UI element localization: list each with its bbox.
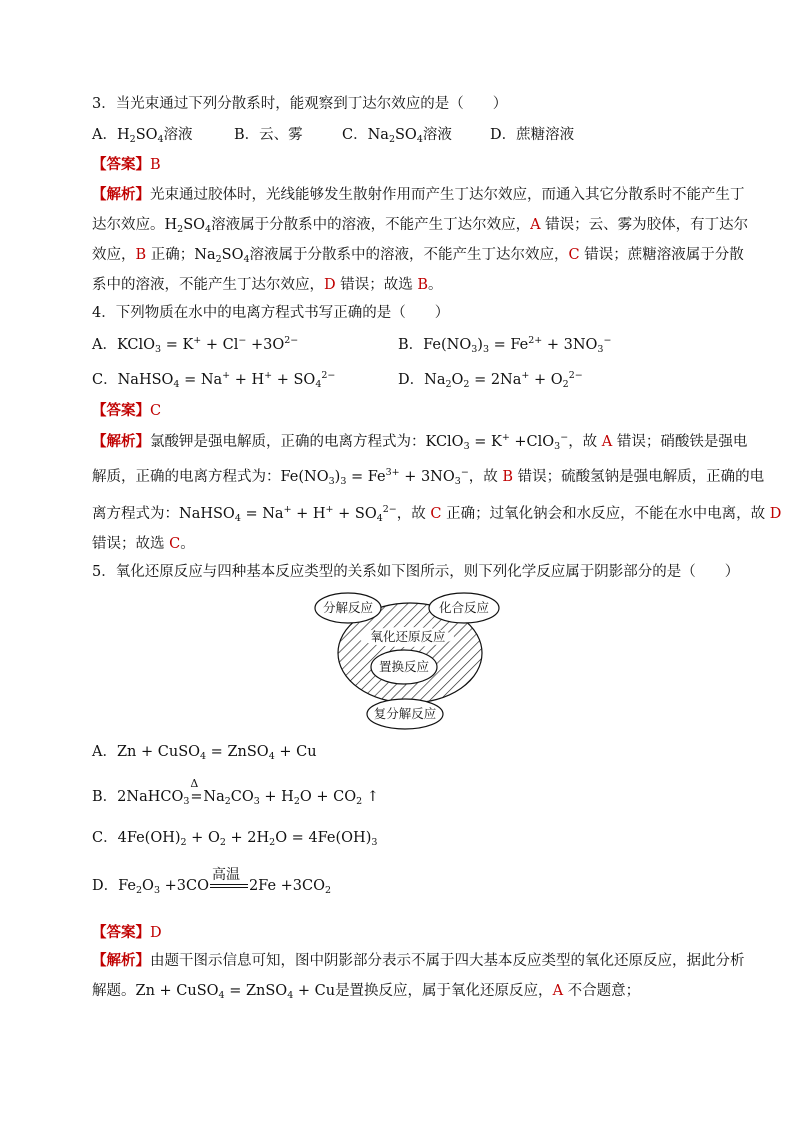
option-ref: B — [135, 247, 147, 263]
q5-option-a-label: A． — [92, 744, 117, 760]
option-ref: A — [601, 434, 613, 450]
analysis-text: 溶液属于分散系中的溶液，不能产生丁达尔效应， — [211, 217, 531, 233]
analysis-text: 系中的溶液，不能产生丁达尔效应， — [92, 277, 324, 293]
q5-answer — [92, 922, 162, 944]
answer-tag: 【答案】 — [92, 924, 150, 941]
redox-label: 氧化还原反应 — [370, 629, 446, 644]
q3-option-c: C．$Na_2SO_4$溶液 — [342, 127, 452, 145]
q4-option-a: A．KClO$_3$ = $K^+ + Cl^- +3O^{2-}$ — [92, 335, 299, 355]
q3-option-a: A．$H_2SO_4$溶液 — [92, 127, 193, 145]
analysis-text: 解质，正确的电离方程式为： — [92, 469, 281, 485]
answer-tag: 【答案】 — [92, 402, 150, 419]
q4-answer — [92, 400, 161, 422]
q3-option-c-text: 溶液 — [422, 127, 452, 143]
analysis-text: 由题干图示信息可知，图中阴影部分表示不属于四大基本反应类型的氧化还原反应，据此分析 — [150, 953, 745, 969]
q5-option-c: C．$4Fe(OH)_2 + O_2 + 2H_2O = 4Fe(OH)_3$ — [92, 830, 378, 848]
q3-option-a-label: A． — [92, 127, 117, 143]
analysis-text: 正确；过氧化钠会和水反应，不能在水中电离，故 — [441, 506, 770, 522]
q4-option-c: C．NaHSO$_4$ = $Na^+ + H^+ + SO_4^{2-}$ — [92, 370, 336, 390]
analysis-text: 解题。 — [92, 983, 136, 999]
q5-option-d-label: D． — [92, 878, 119, 894]
q5-stem: 5．氧化还原反应与四种基本反应类型的关系如下图所示，则下列化学反应属于阴影部分的是（ ） — [92, 564, 740, 580]
option-ref: A — [552, 983, 564, 999]
q5-option-c-label: C． — [92, 830, 118, 846]
q4-option-d-label: D． — [398, 372, 425, 388]
analysis-text: 错误；硝酸铁是强电 — [612, 434, 748, 450]
displacement-label: 置换反应 — [378, 659, 430, 674]
q5-analysis-line1 — [92, 950, 745, 972]
q3-analysis-line2: 达尔效应。$H_2SO_4$溶液属于分散系中的溶液，不能产生丁达尔效应，A 错误；云、雾为胶体，有丁达尔 — [92, 217, 749, 235]
q3-stem: 3．当光束通过下列分散系时，能观察到丁达尔效应的是（ ） — [92, 96, 508, 112]
analysis-tag: 【解析】 — [92, 186, 150, 203]
option-ref: D — [324, 277, 336, 293]
option-ref: D — [769, 506, 782, 522]
redox-venn-diagram — [310, 592, 510, 730]
analysis-text: 效应， — [92, 247, 136, 263]
q4-analysis-line3: 离方程式为：NaHSO$_4$ = $Na^+ + H^+ + SO_4^{2-}$，故 C 正确；过氧化钠会和水反应，不能在水中电离，故 D — [92, 504, 782, 524]
analysis-text: 错误；故选 — [92, 536, 170, 552]
high-temp-condition: 高温 — [211, 867, 240, 883]
option-ref: B — [502, 469, 514, 485]
q3-option-a-text: 溶液 — [163, 127, 193, 143]
q4-stem: 4．下列物质在水中的电离方程式书写正确的是（ ） — [92, 305, 450, 321]
heat-condition: Δ — [190, 777, 199, 790]
analysis-text: ，故 — [396, 506, 431, 522]
analysis-text: 错误；故选 — [335, 277, 418, 293]
analysis-text: 光束通过胶体时，光线能够发生散射作用而产生丁达尔效应，而通入其它分散系时不能产生丁 — [150, 187, 745, 203]
q3-option-c-label: C． — [342, 127, 368, 143]
option-ref: C — [568, 247, 580, 263]
analysis-text: 错误；硫酸氢钠是强电解质，正确的电 — [513, 469, 765, 485]
analysis-text: 氯酸钾是强电解质，正确的电离方程式为： — [150, 434, 426, 450]
q5-option-b: B．2NaHCO$_3$ Δ $=Na_2CO_3 + H_2O + CO_2$ ↑ — [92, 786, 379, 808]
q5-option-a: A．Zn + CuSO$_4$ = ZnSO$_4$ + Cu — [92, 744, 317, 762]
answer-value: C — [150, 403, 162, 419]
analysis-text: 离方程式为： — [92, 506, 179, 522]
combination-label: 化合反应 — [438, 600, 490, 615]
q3-answer — [92, 154, 161, 176]
option-ref: A — [530, 217, 541, 233]
decomposition-label: 分解反应 — [322, 600, 374, 615]
analysis-text: 。 — [180, 536, 195, 552]
q4-analysis-line4 — [92, 533, 195, 555]
analysis-text: 不合题意； — [563, 983, 641, 999]
q4-option-c-label: C． — [92, 372, 118, 388]
q3-option-b: B．云、雾 — [234, 127, 303, 143]
option-ref: B — [417, 277, 429, 293]
q4-option-a-label: A． — [92, 337, 117, 353]
q3-option-d: D．蔗糖溶液 — [490, 127, 575, 143]
q5-option-b-label: B． — [92, 789, 118, 805]
q4-option-b: B．$Fe(NO_3)_3 = Fe^{2+} + 3NO_3^-$ — [398, 335, 612, 355]
analysis-tag: 【解析】 — [92, 433, 150, 450]
analysis-text: 达尔效应。 — [92, 217, 165, 233]
q3-analysis-line3: 效应，B 正确；$Na_2SO_4$溶液属于分散系中的溶液，不能产生丁达尔效应，C 错误；蔗糖溶液属于分散 — [92, 247, 744, 265]
answer-value: D — [150, 925, 162, 941]
analysis-tag: 【解析】 — [92, 952, 150, 969]
q5-analysis-line2: 解题。Zn + CuSO$_4$ = ZnSO$_4$ + Cu是置换反应，属于氧化还原反应，A 不合题意； — [92, 983, 641, 1001]
answer-tag: 【答案】 — [92, 156, 150, 173]
analysis-text: ，故 — [468, 469, 503, 485]
analysis-text: ，故 — [568, 434, 602, 450]
analysis-text: 错误；蔗糖溶液属于分散 — [579, 247, 744, 263]
answer-value: B — [150, 157, 161, 173]
q4-option-d: D．$Na_2O_2 = 2Na^+ + O_2^{2-}$ — [398, 370, 583, 390]
analysis-text: 正确； — [146, 247, 195, 263]
q3-analysis-line1 — [92, 184, 745, 206]
analysis-text: 错误；云、雾为胶体，有丁达尔 — [540, 217, 749, 233]
q4-analysis-line1: 【解析】氯酸钾是强电解质，正确的电离方程式为：KClO$_3$ = K+ +ClO$_3$−，故 A 错误；硝酸铁是强电 — [92, 432, 748, 452]
analysis-text: 。 — [428, 277, 443, 293]
analysis-text: 是置换反应，属于氧化还原反应， — [335, 983, 553, 999]
option-ref: C — [430, 506, 442, 522]
q4-option-b-label: B． — [398, 337, 424, 353]
q5-option-d: D．$Fe_2O_3 +3CO$ 高温 $2Fe +3CO_2$ — [92, 875, 331, 897]
analysis-text: 溶液属于分散系中的溶液，不能产生丁达尔效应， — [249, 247, 569, 263]
double-decomposition-label: 复分解反应 — [373, 706, 437, 721]
option-ref: C — [169, 536, 181, 552]
q3-analysis-line4 — [92, 274, 443, 296]
q4-analysis-line2: 解质，正确的电离方程式为：$Fe(NO_3)_3 = Fe^{3+} + 3NO_3^-$，故 B 错误；硫酸氢钠是强电解质，正确的电 — [92, 467, 765, 487]
